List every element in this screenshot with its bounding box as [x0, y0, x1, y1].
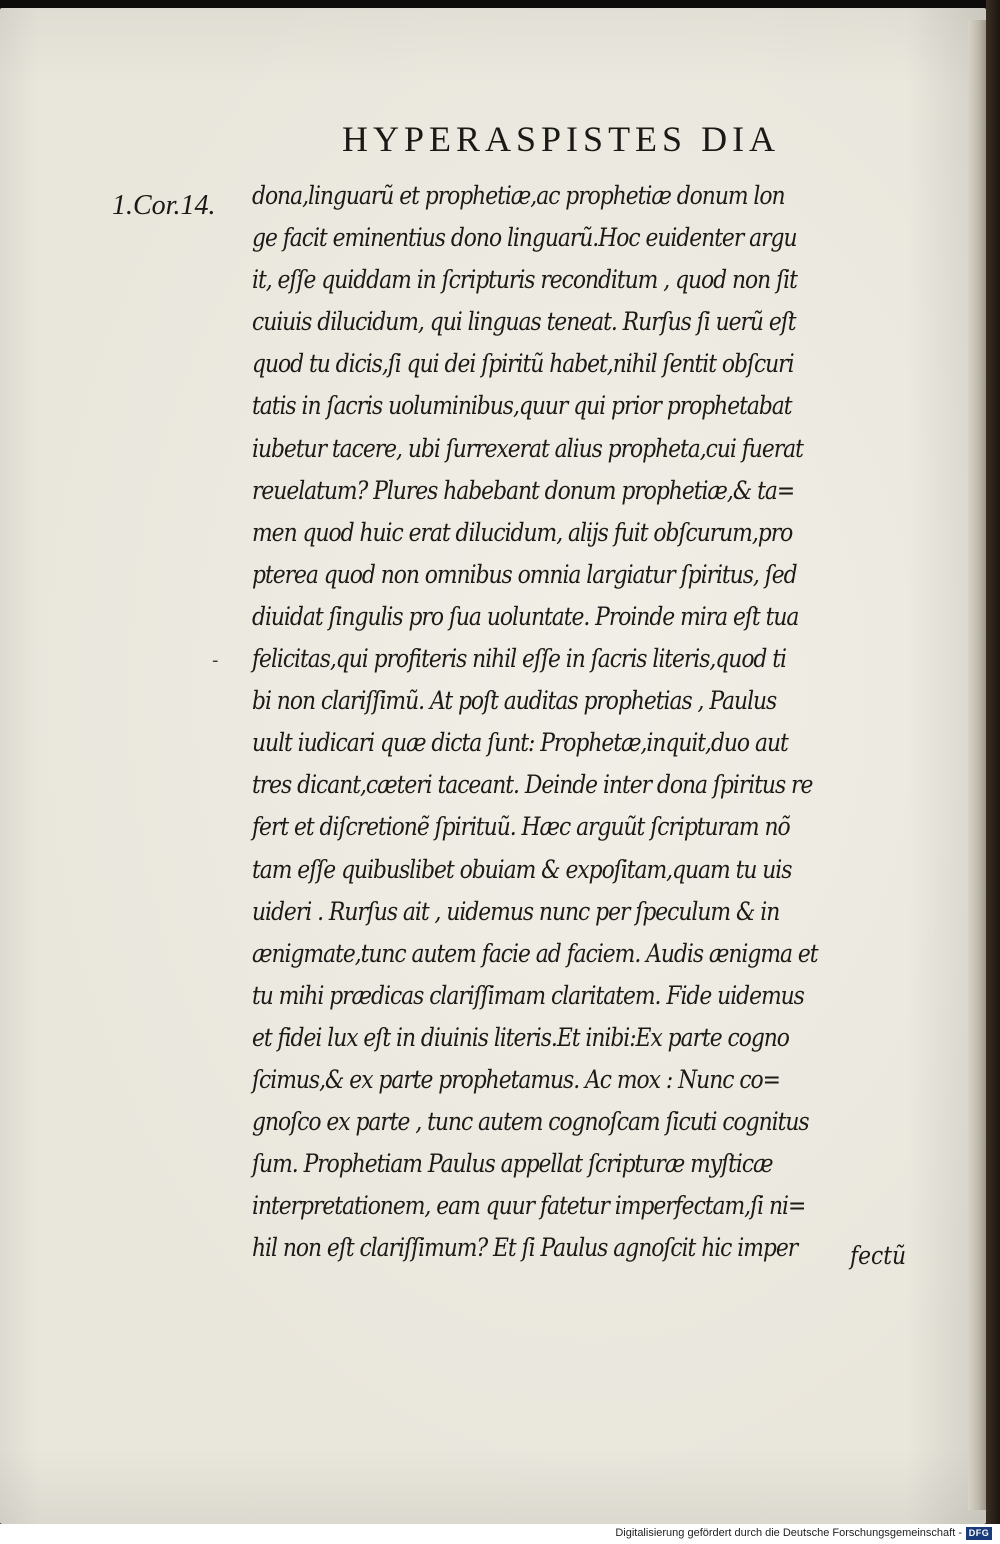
text-line: gnoſco ex parte , tunc autem cognoſcam ſicuti cognitus — [252, 1106, 809, 1137]
text-line: diuidat ſingulis pro ſua uoluntate. Proinde mira eſt tua — [252, 600, 799, 631]
text-line: it, eſſe quiddam in ſcripturis reconditum , quod non ſit — [252, 264, 797, 295]
book-page — [0, 8, 986, 1524]
text-line: interpretationem, eam quur fatetur imperfectam,ſi ni= — [252, 1190, 806, 1221]
marginal-note: 1.Cor.14. — [112, 190, 216, 221]
digitization-credit: Digitalisierung gefördert durch die Deutsche Forschungsgemeinschaft - — [615, 1527, 962, 1539]
text-line: reuelatum? Plures habebant donum prophetiæ,& ta= — [252, 474, 795, 505]
text-line: bi non clariſſimũ. At poſt auditas prophetias , Paulus — [252, 685, 777, 716]
text-line: ænigmate,tunc autem facie ad faciem. Audis ænigma et — [252, 937, 818, 968]
text-line: pterea quod non omnibus omnia largiatur ſpiritus, ſed — [252, 558, 797, 589]
catchword: fectũ — [850, 1240, 907, 1270]
text-line: fert et diſcretionẽ ſpirituũ. Hæc arguũt ſcripturam nõ — [252, 811, 790, 842]
text-line: ge facit eminentius dono linguarũ.Hoc euidenter argu — [252, 222, 797, 253]
text-line: tres dicant,cæteri taceant. Deinde inter dona ſpiritus re — [252, 769, 813, 800]
text-line: uideri . Rurſus ait , uidemus nunc per ſpeculum & in — [252, 895, 780, 926]
page-edge — [968, 20, 986, 1510]
body-text — [252, 174, 916, 1268]
running-head: HYPERASPISTES DIA — [342, 119, 781, 159]
text-line: dona,linguarũ et prophetiæ,ac prophetiæ donum lon — [252, 180, 785, 210]
book-binding — [986, 0, 1000, 1544]
text-line: quod tu dicis,ſi qui dei ſpiritũ habet,nihil ſentit obſcuri — [252, 348, 794, 379]
text-line: hil non eſt clariſſimum? Et ſi Paulus agnoſcit hic imper — [252, 1232, 798, 1263]
text-line: tam eſſe quibuslibet obuiam & expoſitam,quam tu uis — [252, 853, 792, 884]
text-line: ſum. Prophetiam Paulus appellat ſcripturæ myſticæ — [252, 1148, 773, 1179]
page-text-block — [0, 8, 986, 1524]
text-line: men quod huic erat dilucidum, alijs fuit obſcurum,pro — [252, 516, 793, 547]
text-line: cuiuis dilucidum, qui linguas teneat. Rurſus ſi uerũ eſt — [252, 306, 796, 337]
text-line: felicitas,qui profiteris nihil eſſe in ſacris literis,quod ti — [252, 643, 786, 674]
text-line: iubetur tacere, ubi ſurrexerat alius propheta,cui fuerat — [252, 432, 803, 463]
text-line: tu mihi prædicas clariſſimam claritatem. Fide uidemus — [252, 979, 804, 1010]
text-line: uult iudicari quæ dicta ſunt: Prophetæ,inquit,duo aut — [252, 727, 788, 758]
text-line: et fidei lux eſt in diuinis literis.Et inibi:Ex parte cogno — [252, 1021, 789, 1052]
dfg-logo-icon: DFG — [966, 1527, 992, 1540]
text-line: ſcimus,& ex parte prophetamus. Ac mox : Nunc co= — [252, 1063, 780, 1094]
stray-mark: - — [212, 650, 219, 671]
text-line: tatis in ſacris uoluminibus,quur qui prior prophetabat — [252, 390, 792, 421]
